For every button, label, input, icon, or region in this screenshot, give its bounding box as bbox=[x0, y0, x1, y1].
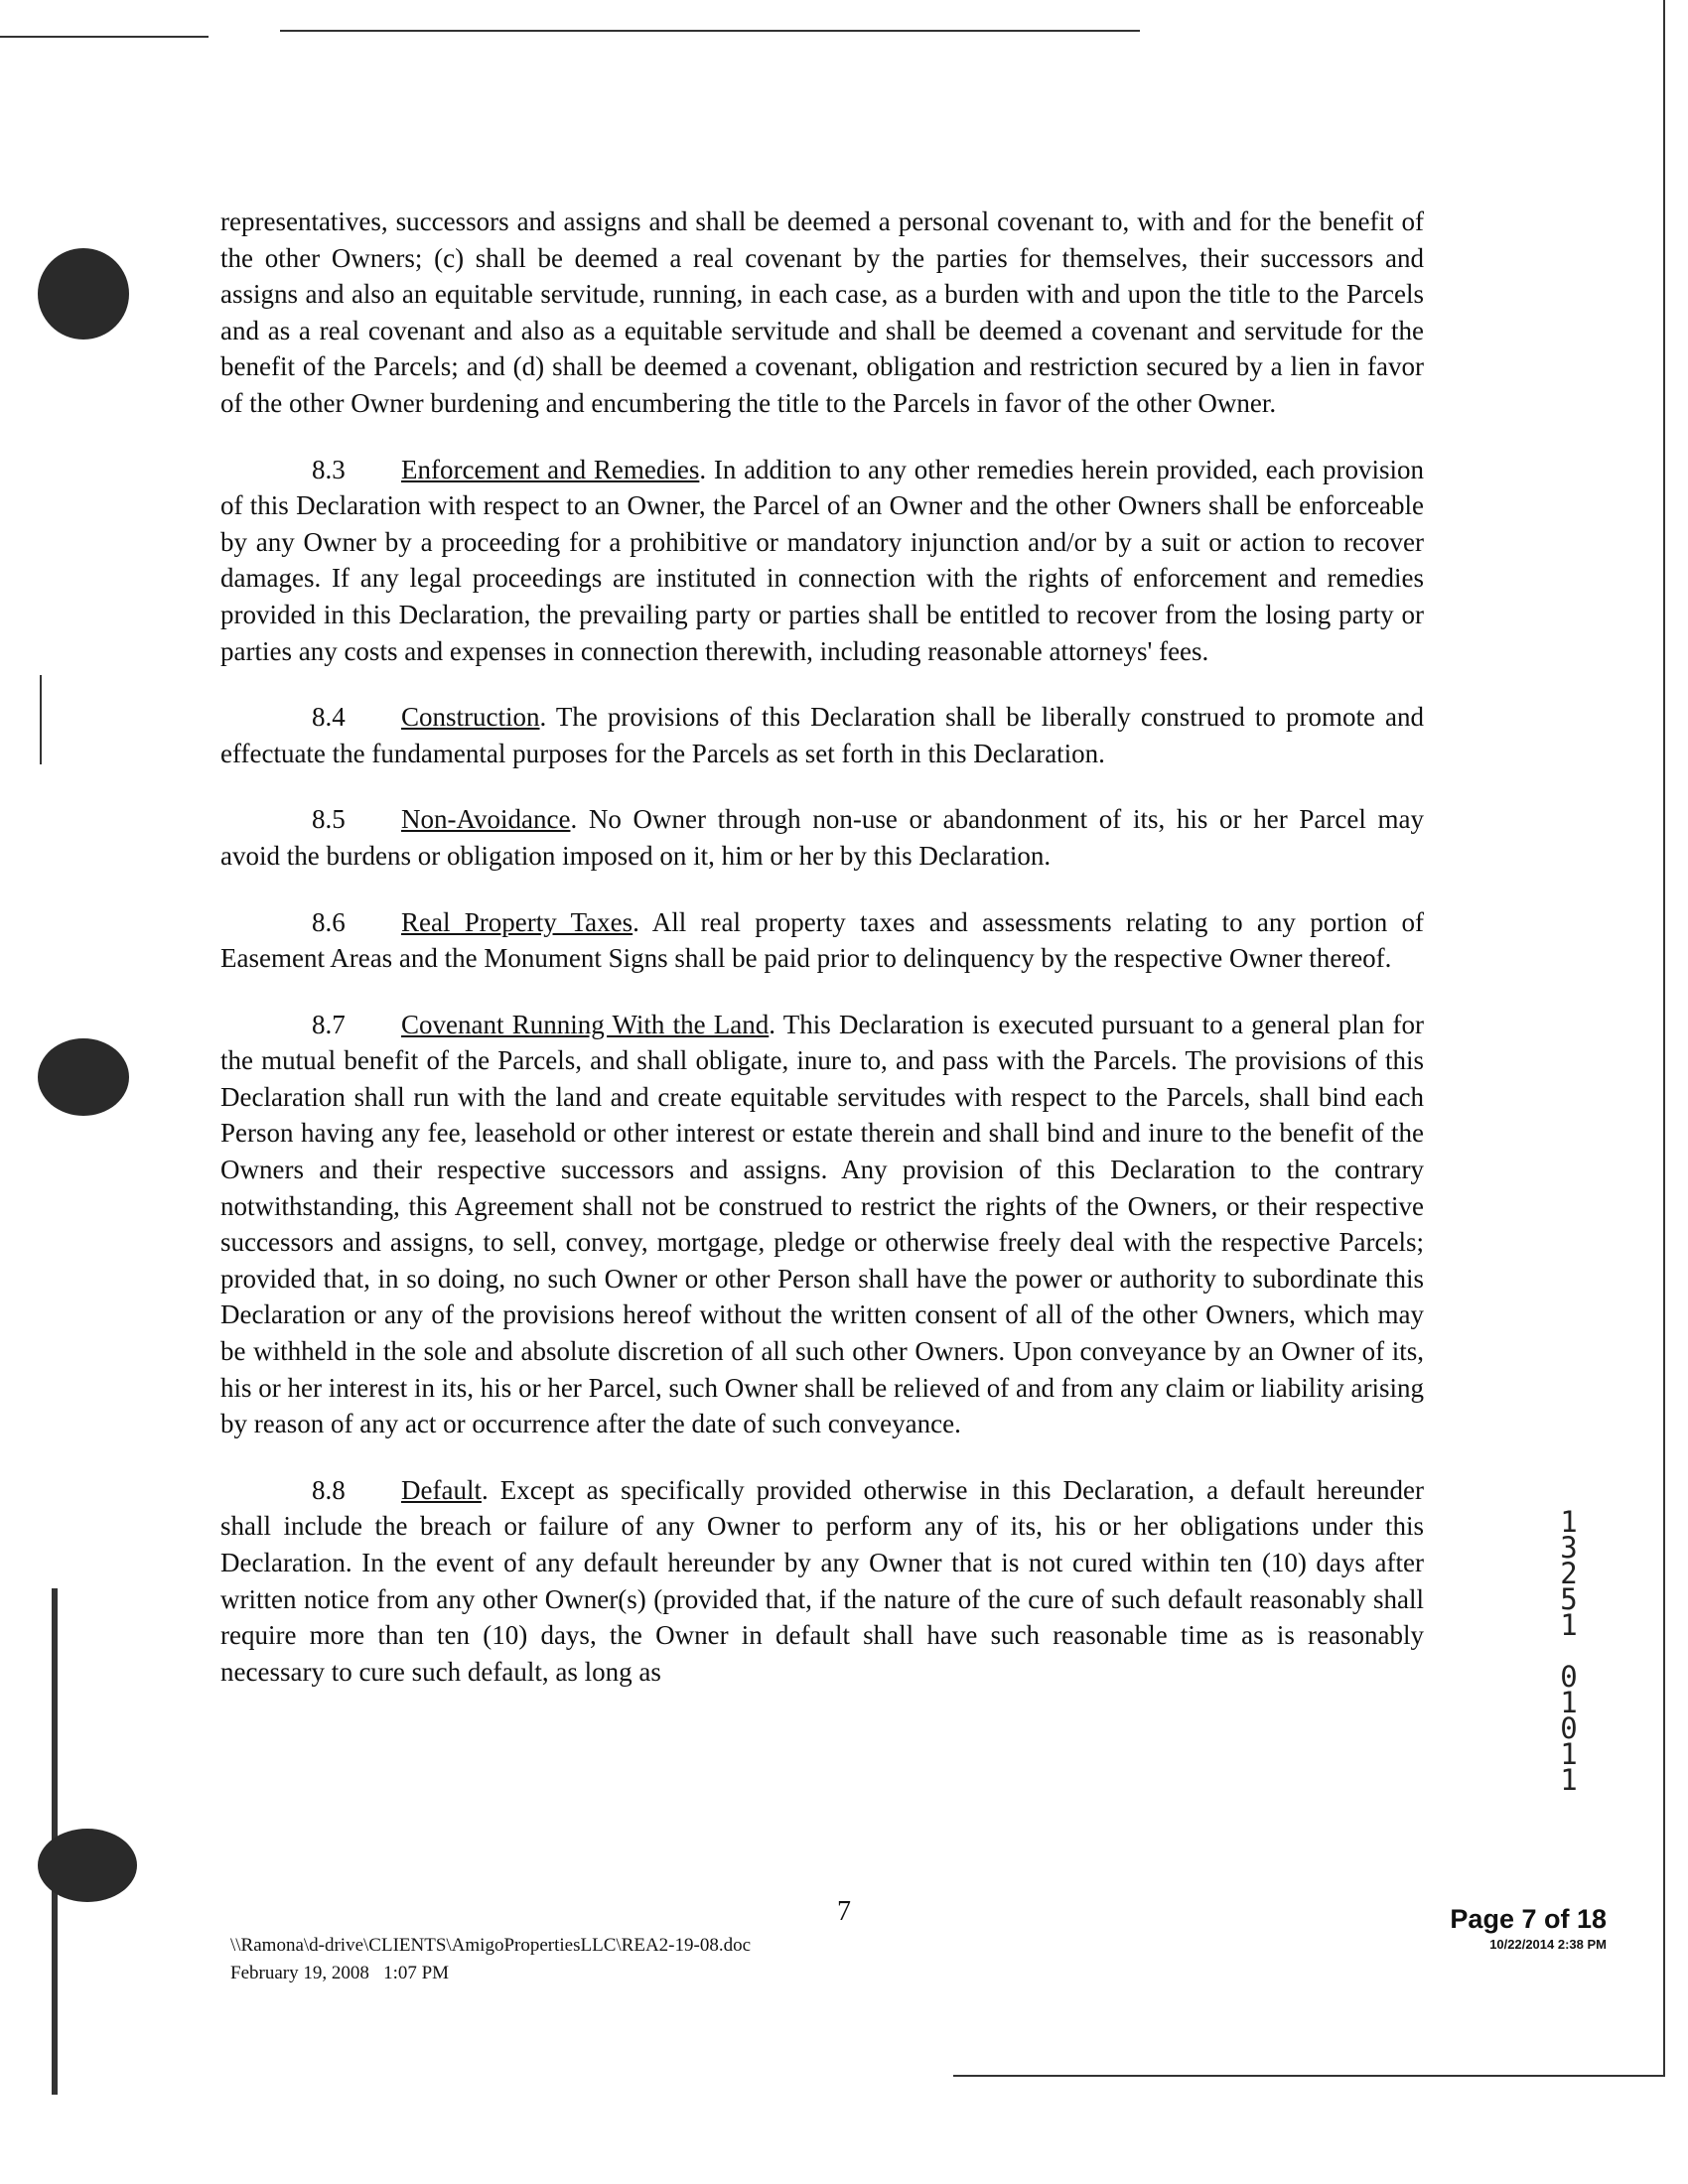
section-8-3: 8.3 Enforcement and Remedies. In addition to any other remedies herein provided, each provision of this Declaration with respect to an Owner, the Parcel of an Owner and the other Owners shall be enforceable by any Owner by a proceeding for a prohibitive or mandatory injunction and/or by a suit or action to recover damages. If any legal proceedings are instituted in connection with the rights of enforcement and remedies provided in this Declaration, the prevailing party or parties shall be entitled to recover from the losing party or parties any costs and expenses in connection therewith, including reasonable attorneys' fees. bbox=[220, 452, 1424, 670]
recording-digit: 2 bbox=[1560, 1557, 1578, 1590]
section-8-6: 8.6 Real Property Taxes. All real property taxes and assessments relating to any portion of Easement Areas and the Monument Signs shall be paid prior to delinquency by the respective Owner thereof. bbox=[220, 904, 1424, 977]
section-text: In addition to any other remedies herein provided, each provision of this Declaration with respect to an Owner, the Parcel of an Owner and the other Owners shall be enforceable by any Owner by a proceeding for a prohibitive or mandatory injunction and/or by a suit or action to recover damages. If any legal proceedings are instituted in connection with the rights of enforcement and remedies provided in this Declaration, the prevailing party or parties shall be entitled to recover from the losing party or parties any costs and expenses in connection therewith, including reasonable attorneys' fees. bbox=[220, 454, 1424, 666]
punch-hole-top bbox=[38, 248, 129, 340]
section-title: Construction bbox=[401, 702, 540, 733]
stamp-timestamp: 10/22/2014 2:38 PM bbox=[1489, 1937, 1607, 1952]
recording-number-vertical bbox=[1554, 1505, 1584, 1797]
section-text: No Owner through non-use or abandonment of its, his or her Parcel may avoid the burdens or obligation imposed on it, him or her by this Declaration. bbox=[220, 804, 1424, 871]
section-title: Real Property Taxes bbox=[401, 906, 633, 937]
section-title: Covenant Running With the Land bbox=[401, 1009, 770, 1039]
section-text: This Declaration is executed pursuant to a general plan for the mutual benefit of the Parcels, and shall obligate, inure to, and pass with the Parcels. The provisions of this Declaration shall run with the land and create equitable servitudes with respect to the Parcels, shall bind each Person having any fee, leasehold or other interest or estate therein and shall bind and inure to the benefit of the Owners and their respective successors and assigns. Any provision of this Declaration to the contrary notwithstanding, this Agreement shall not be construed to restrict the rights of the Owners, or their respective successors and assigns, to sell, convey, mortgage, pledge or otherwise freely deal with the respective Parcels; provided that, in so doing, no such Owner or other Person shall have the power or authority to subordinate this Declaration or any of the provisions hereof without the written consent of all of the other Owners, which may be withheld in the sole and absolute discretion of all such other Owners. Upon conveyance by an Owner of its, his or her interest in its, his or her Parcel, such Owner shall be relieved of and from any claim or liability arising by reason of any act or occurrence after the date of such conveyance. bbox=[220, 1009, 1424, 1439]
section-8-8: 8.8 Default. Except as specifically provided otherwise in this Declaration, a default hereunder shall include the breach or failure of any Owner to perform any of its, his or her obligations under this Declaration. In the event of any default hereunder by any Owner that is not cured within ten (10) days after written notice from any other Owner(s) (provided that, if the nature of the cure of such default reasonably shall require more than ten (10) days, the Owner in default shall have such reasonable time as is reasonably necessary to cure such default, as long as bbox=[220, 1472, 1424, 1691]
recording-digit: 1 bbox=[1560, 1686, 1578, 1719]
section-number: 8.7 bbox=[312, 1009, 346, 1039]
section-text: The provisions of this Declaration shall be liberally construed to promote and effectuate the fundamental purposes for the Parcels as set forth in this Declaration. bbox=[220, 702, 1424, 768]
recorder-page-stamp bbox=[1408, 1904, 1607, 1952]
section-number: 8.6 bbox=[312, 906, 346, 937]
section-text: All real property taxes and assessments relating to any portion of Easement Areas and the Monument Signs shall be paid prior to delinquency by the respective Owner thereof. bbox=[220, 906, 1424, 974]
recording-digit: 1 bbox=[1560, 1505, 1578, 1539]
file-path: \\Ramona\d-drive\CLIENTS\AmigoPropertiesLLC\REA2-19-08.doc bbox=[230, 1935, 752, 1956]
page-number: 7 bbox=[837, 1896, 851, 1927]
right-border-line bbox=[1663, 0, 1665, 2075]
top-rule-right bbox=[280, 30, 1140, 32]
section-8-4: 8.4 Construction. The provisions of this Declaration shall be liberally construed to promote and effectuate the fundamental purposes for the Parcels as set forth in this Declaration. bbox=[220, 699, 1424, 771]
bottom-rule bbox=[953, 2075, 1665, 2077]
recording-digit: 3 bbox=[1560, 1531, 1578, 1565]
section-number: 8.4 bbox=[312, 702, 346, 733]
recording-digit: 1 bbox=[1560, 1608, 1578, 1642]
section-number: 8.3 bbox=[312, 454, 346, 484]
section-text: Except as specifically provided otherwise in this Declaration, a default hereunder shall include the breach or failure of any Owner to perform any of its, his or her obligations under this Declaration. In the event of any default hereunder by any Owner that is not cured within ten (10) days after written notice from any other Owner(s) (provided that, if the nature of the cure of such default reasonably shall require more than ten (10) days, the Owner in default shall have such reasonable time as is reasonably necessary to cure such default, as long as bbox=[220, 1474, 1424, 1687]
recording-digit: 0 bbox=[1560, 1660, 1578, 1694]
recording-digit: 1 bbox=[1560, 1737, 1578, 1771]
section-title: Default bbox=[401, 1474, 482, 1505]
section-8-7: 8.7 Covenant Running With the Land. This Declaration is executed pursuant to a general plan for the mutual benefit of the Parcels, and shall obligate, inure to, and pass with the Parcels. The provisions of this Declaration shall run with the land and create equitable servitudes with respect to the Parcels, shall bind each Person having any fee, leasehold or other interest or estate therein and shall bind and inure to the benefit of the Owners and their respective successors and assigns. Any provision of this Declaration to the contrary notwithstanding, this Agreement shall not be construed to restrict the rights of the Owners, or their respective successors and assigns, to sell, convey, mortgage, pledge or otherwise freely deal with the respective Parcels; provided that, in so doing, no such Owner or other Person shall have the power or authority to subordinate this Declaration or any of the provisions hereof without the written consent of all of the other Owners, which may be withheld in the sole and absolute discretion of all such other Owners. Upon conveyance by an Owner of its, his or her interest in its, his or her Parcel, such Owner shall be relieved of and from any claim or liability arising by reason of any act or occurrence after the date of such conveyance. bbox=[220, 1007, 1424, 1442]
intro-paragraph: representatives, successors and assigns and shall be deemed a personal covenant to, with and for the benefit of the other Owners; (c) shall be deemed a real covenant by the parties for themselves, their successors and assigns and also an equitable servitude, running, in each case, as a burden with and upon the title to the Parcels and as a real covenant and also as a equitable servitude and shall be deemed a covenant and servitude for the benefit of the Parcels; and (d) shall be deemed a covenant, obligation and restriction secured by a lien in favor of the other Owner burdening and encumbering the title to the Parcels in favor of the other Owner. bbox=[220, 206, 1424, 418]
section-number: 8.5 bbox=[312, 804, 346, 835]
recording-digit: 5 bbox=[1560, 1582, 1578, 1616]
punch-hole-bottom bbox=[38, 1829, 137, 1902]
recording-digit: 1 bbox=[1560, 1763, 1578, 1797]
page-of-label: Page 7 of 18 bbox=[1450, 1904, 1607, 1934]
file-date: February 19, 2008 1:07 PM bbox=[230, 1963, 450, 1983]
section-8-5: 8.5 Non-Avoidance. No Owner through non-use or abandonment of its, his or her Parcel may avoid the burdens or obligation imposed on it, him or her by this Declaration. bbox=[220, 801, 1424, 874]
left-margin-line-short bbox=[40, 675, 42, 764]
section-title: Non-Avoidance bbox=[401, 804, 571, 835]
footer-file-info bbox=[230, 1932, 751, 1987]
punch-hole-middle bbox=[38, 1038, 129, 1116]
top-rule-left bbox=[0, 36, 209, 38]
section-number: 8.8 bbox=[312, 1474, 346, 1505]
section-title: Enforcement and Remedies bbox=[401, 454, 700, 484]
document-body bbox=[220, 204, 1424, 1719]
recording-digit: 0 bbox=[1560, 1711, 1578, 1745]
